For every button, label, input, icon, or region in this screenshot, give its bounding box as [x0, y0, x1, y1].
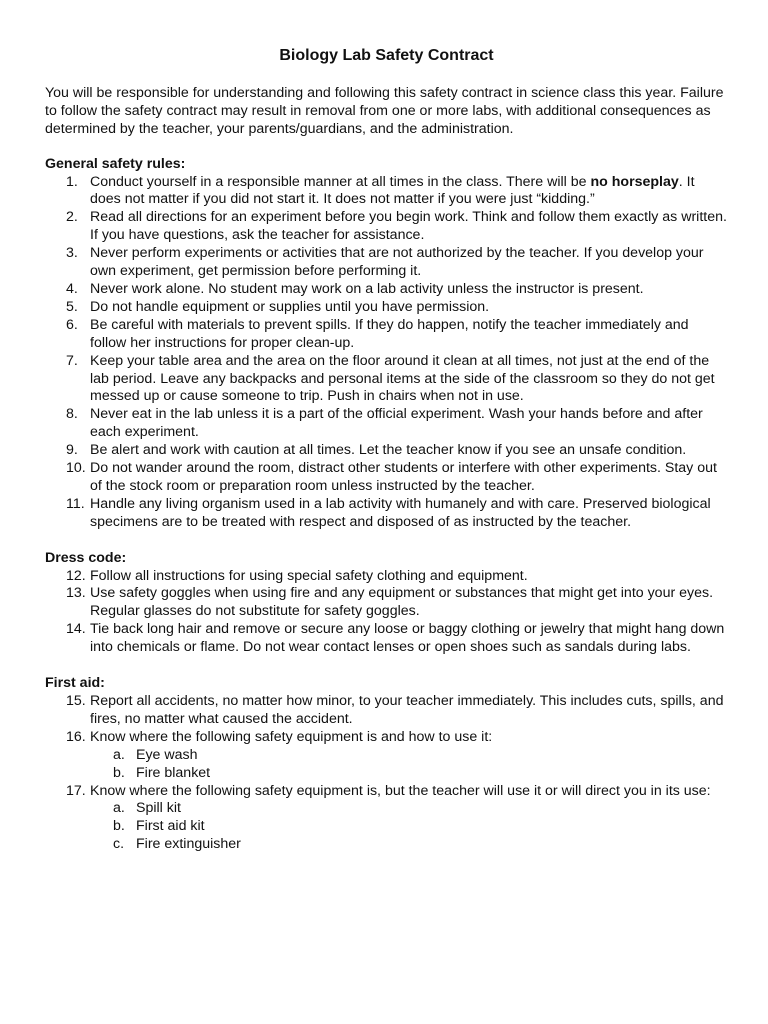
- list-item: [45, 693, 728, 729]
- item-number: 14.: [66, 621, 86, 638]
- list-item: [45, 209, 728, 245]
- item-number: 7.: [66, 352, 78, 369]
- section-heading: Dress code:: [45, 549, 127, 566]
- sub-list: [90, 800, 728, 854]
- rule-list: [45, 568, 728, 658]
- item-text: Report all accidents, no matter how minor, to your teacher immediately. This includes cuts, spills, and fires, no matter what caused the accident.: [90, 693, 724, 727]
- sub-list-item: [90, 818, 728, 836]
- item-text: Be alert and work with caution at all times. Let the teacher know if you see an unsafe condition.: [90, 442, 687, 459]
- sub-item-letter: c.: [113, 836, 125, 853]
- list-item: [45, 729, 728, 783]
- sub-item-text: Spill kit: [136, 800, 181, 817]
- section-dress-code: [45, 550, 728, 657]
- list-item: [45, 442, 728, 460]
- section-heading: First aid:: [45, 675, 105, 692]
- list-item: [45, 299, 728, 317]
- item-number: 3.: [66, 245, 78, 262]
- item-emphasis: no horseplay: [590, 173, 679, 190]
- item-number: 10.: [66, 460, 86, 477]
- item-text: Know where the following safety equipment is and how to use it:: [90, 728, 493, 745]
- list-item: [45, 783, 728, 855]
- intro-paragraph: You will be responsible for understanding and following this safety contract in science class this year. Failure to follow the safety contract may result in removal from one or more labs, with additional consequences as determined by the teacher, your parents/guardians, and the administration.: [45, 84, 724, 137]
- item-text: Read all directions for an experiment before you begin work. Think and follow them exactly as written. If you have questions, ask the teacher for assistance.: [90, 209, 727, 244]
- item-number: 6.: [66, 316, 78, 333]
- list-item: [45, 353, 728, 407]
- list-item: [45, 568, 728, 586]
- sub-list: [90, 747, 728, 783]
- item-number: 11.: [66, 495, 85, 512]
- sub-list-item: [90, 747, 728, 765]
- document-title: Biology Lab Safety Contract: [279, 47, 494, 64]
- item-text: . It does not matter if you did not start it. It does not matter if you were just “kidding.”: [90, 173, 695, 208]
- item-number: 2.: [66, 209, 78, 226]
- item-number: 4.: [66, 280, 78, 297]
- list-item: [45, 621, 728, 657]
- sub-item-letter: b.: [113, 764, 125, 781]
- list-item: [45, 317, 728, 353]
- item-text: Keep your table area and the area on the floor around it clean at all times, not just at the end of the lab period. Leave any backpacks and personal items at the side of the classroom so they do not get messed up or cause someone to trip. Push in chairs when not in use.: [90, 352, 715, 405]
- sub-item-text: First aid kit: [136, 818, 205, 835]
- sub-list-item: [90, 836, 728, 854]
- item-number: 8.: [66, 406, 78, 423]
- sub-item-letter: a.: [113, 800, 125, 817]
- list-item: [45, 245, 728, 281]
- item-number: 9.: [66, 442, 78, 459]
- sub-item-text: Fire extinguisher: [136, 836, 241, 853]
- item-text: Never work alone. No student may work on a lab activity unless the instructor is present.: [90, 280, 644, 297]
- list-item: [45, 496, 728, 532]
- item-number: 1.: [66, 173, 78, 190]
- item-text: Conduct yourself in a responsible manner at all times in the class. There will be: [90, 173, 591, 190]
- item-number: 5.: [66, 298, 78, 315]
- sub-list-item: [90, 800, 728, 818]
- item-number: 13.: [66, 585, 86, 602]
- list-item: [45, 174, 728, 210]
- sub-item-letter: a.: [113, 746, 125, 763]
- list-item: [45, 585, 728, 621]
- section-first-aid: [45, 675, 728, 854]
- list-item: [45, 406, 728, 442]
- item-number: 15.: [66, 693, 86, 709]
- item-text: Do not wander around the room, distract other students or interfere with other experiments. Stay out of the stock room or preparation room unless instructed by the teacher.: [90, 460, 717, 494]
- rule-list: [45, 693, 728, 854]
- sub-item-letter: b.: [113, 818, 125, 835]
- sub-item-text: Eye wash: [136, 746, 198, 763]
- list-item: [45, 460, 728, 496]
- item-text: Follow all instructions for using special safety clothing and equipment.: [90, 567, 528, 584]
- section-heading: General safety rules:: [45, 155, 186, 172]
- item-text: Tie back long hair and remove or secure any loose or baggy clothing or jewelry that might hang down into chemicals or flame. Do not wear contact lenses or open shoes such as sandals during labs.: [90, 621, 725, 656]
- list-item: [45, 281, 728, 299]
- item-text: Do not handle equipment or supplies until you have permission.: [90, 298, 490, 315]
- item-text: Use safety goggles when using fire and any equipment or substances that might get into your eyes. Regular glasses do not substitute for safety goggles.: [90, 585, 714, 620]
- item-number: 16.: [66, 728, 86, 745]
- item-text: Know where the following safety equipment is, but the teacher will use it or will direct you in its use:: [90, 782, 711, 799]
- item-number: 12.: [66, 567, 86, 584]
- sub-list-item: [90, 765, 728, 783]
- item-text: Handle any living organism used in a lab activity with humanely and with care. Preserved biological specimens are to be treated with respect and disposed of as instructed by the teacher.: [90, 495, 711, 530]
- item-number: 17.: [66, 782, 86, 799]
- item-text: Never eat in the lab unless it is a part of the official experiment. Wash your hands before and after each experiment.: [90, 406, 703, 441]
- item-text: Be careful with materials to prevent spills. If they do happen, notify the teacher immediately and follow her instructions for proper clean-up.: [90, 316, 689, 351]
- item-text: Never perform experiments or activities that are not authorized by the teacher. If you develop your own experiment, get permission before performing it.: [90, 245, 704, 280]
- section-general-safety: [45, 156, 728, 532]
- rule-list: [45, 174, 728, 532]
- sub-item-text: Fire blanket: [136, 764, 211, 781]
